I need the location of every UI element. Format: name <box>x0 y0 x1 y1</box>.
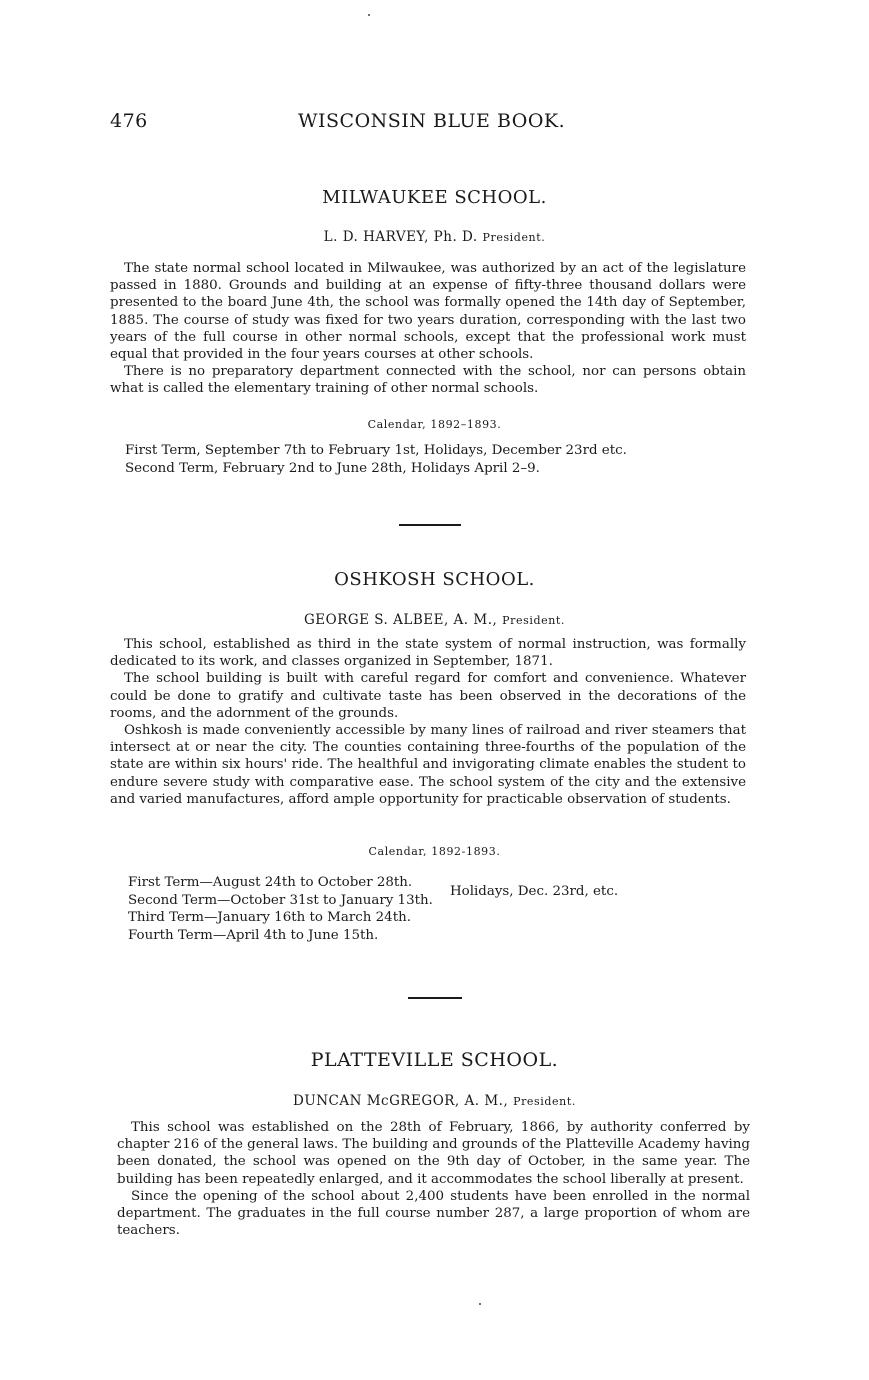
calendar-years: 1892-1893. <box>431 845 501 858</box>
section-body-milwaukee <box>110 260 746 398</box>
running-header-title: WISCONSIN BLUE BOOK. <box>298 110 566 132</box>
calendar-label: Calendar, <box>368 845 428 858</box>
term-line: Fourth Term—April 4th to June 15th. <box>128 927 379 943</box>
scan-speck <box>368 14 370 16</box>
page-number: 476 <box>110 110 148 132</box>
calendar-terms-milwaukee <box>125 442 627 477</box>
president-line-platteville <box>0 1093 869 1109</box>
body-paragraph: This school, established as third in the state system of normal instruction, was formally dedicated to its work, and classes organized in September, 1871. <box>110 637 746 670</box>
president-line-milwaukee <box>0 229 869 245</box>
section-title-oshkosh: OSHKOSH SCHOOL. <box>334 569 535 590</box>
president-name: L. D. HARVEY, Ph. D. <box>323 229 478 245</box>
section-divider <box>408 997 462 999</box>
term-line: First Term, September 7th to February 1st, Holidays, December 23rd etc. <box>125 443 627 458</box>
body-paragraph: The state normal school located in Milwaukee, was authorized by an act of the legislature passed in 1880. Grounds and building at an expense of fifty-three thousand dollars were presented to the board June 4th, the school was formally opened the 14th day of September, 1885. The course of study was fixed for two years duration, corresponding with the last two years of the full course in other normal schools, except that the professional work must equal that provided in the four years courses at other schools. <box>110 261 746 363</box>
president-name: DUNCAN McGREGOR, A. M., <box>293 1093 509 1109</box>
body-paragraph: There is no preparatory department connected with the school, nor can persons obtain what is called the elementary training of other normal schools. <box>110 364 746 397</box>
body-paragraph: The school building is built with careful regard for comfort and convenience. Whatever could be done to gratify and cultivate taste has been observed in the decorations of the rooms, and the adornment of the grounds. <box>110 671 746 721</box>
section-title-platteville: PLATTEVILLE SCHOOL. <box>310 1049 559 1071</box>
president-role: President. <box>513 1095 576 1108</box>
calendar-terms-oshkosh <box>128 874 433 944</box>
calendar-years: 1892–1893. <box>430 418 502 431</box>
section-title-milwaukee: MILWAUKEE SCHOOL. <box>322 187 547 208</box>
body-paragraph: Oshkosh is made conveniently accessible by many lines of railroad and river steamers that intersect at or near the city. The counties containing three-fourths of the population of the state are within six hours' ride. The healthful and invigorating climate enables the student to endure severe study with comparative ease. The school system of the city and the extensive and varied manufactures, afford ample opportunity for practicable observation of students. <box>110 723 746 807</box>
scan-speck <box>479 1303 481 1305</box>
body-paragraph: Since the opening of the school about 2,400 students have been enrolled in the normal department. The graduates in the full course number 287, a large proportion of whom are teachers. <box>117 1188 750 1239</box>
holiday-note-oshkosh: Holidays, Dec. 23rd, etc. <box>450 884 619 899</box>
president-role: President. <box>482 231 546 244</box>
body-paragraph: This school was established on the 28th of February, 1866, by authority conferred by chapter 216 of the general laws. The building and grounds of the Platteville Academy having been donated, the school was opened on the 9th day of October, in the same year. The building has been repeatedly enlarged, and it accommodates the school liberally at present. <box>117 1120 750 1187</box>
calendar-heading-oshkosh <box>0 845 869 858</box>
president-line-oshkosh <box>0 612 869 628</box>
section-body-platteville <box>117 1119 750 1239</box>
term-line: Second Term—October 31st to January 13th. <box>128 892 433 908</box>
president-name: GEORGE S. ALBEE, A. M., <box>303 612 498 628</box>
section-body-oshkosh <box>110 636 746 808</box>
section-divider <box>399 524 461 526</box>
term-line: Third Term—January 16th to March 24th. <box>128 910 411 925</box>
calendar-label: Calendar, <box>367 418 427 431</box>
term-line: First Term—August 24th to October 28th. <box>128 875 413 890</box>
calendar-heading-milwaukee <box>0 418 869 431</box>
president-role: President. <box>502 614 565 627</box>
term-line: Second Term, February 2nd to June 28th, Holidays April 2–9. <box>125 460 540 476</box>
